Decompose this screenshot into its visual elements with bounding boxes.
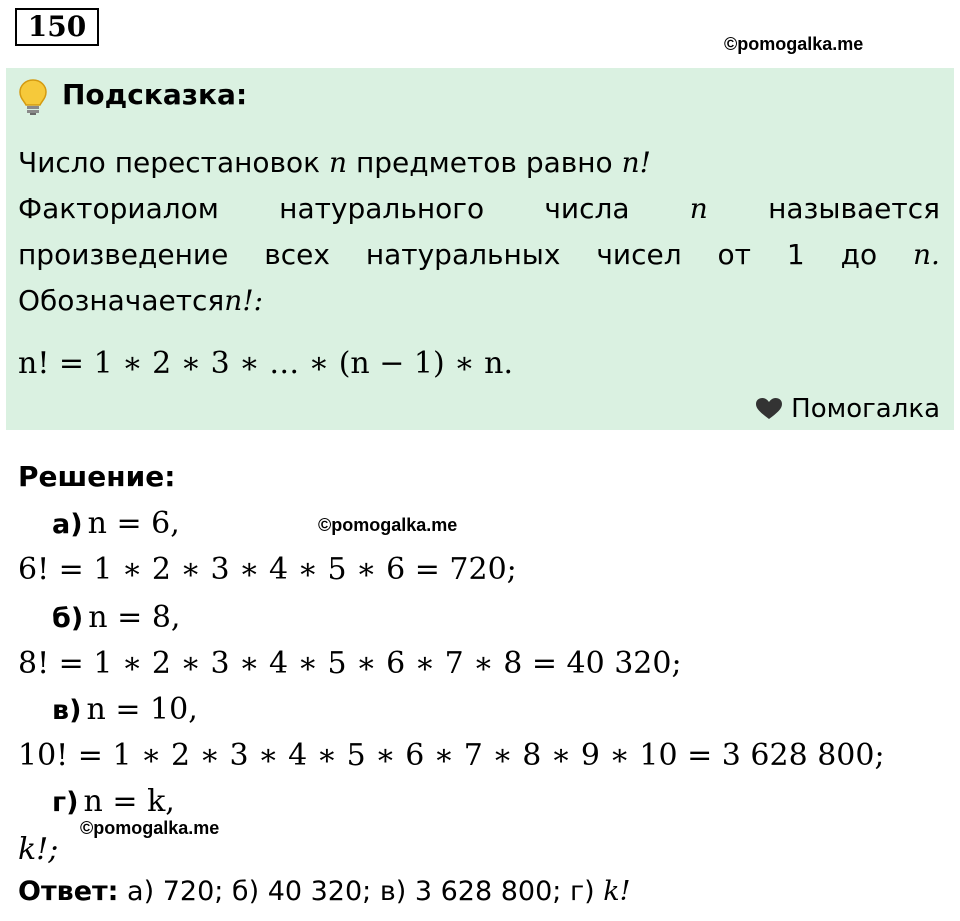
item-label: б) [52,603,84,634]
item-b-given [52,600,180,635]
hint-line-1-var: n [329,146,348,179]
hint-line-1-math: n! [621,146,651,179]
hint-line-4 [18,284,263,317]
brand-name: Помогалка [791,394,940,424]
item-c-given [52,692,198,727]
answer-text: а) 720; б) 40 320; в) 3 628 800; г) [127,876,595,907]
item-b-result: 8! = 1 ∗ 2 ∗ 3 ∗ 4 ∗ 5 ∗ 6 ∗ 7 ∗ 8 = 40 320; [18,646,682,681]
item-a-given [52,506,180,541]
hint-line-2 [18,192,940,225]
answer-math: k! [603,876,631,907]
item-d-result: k!; [18,832,59,867]
word: до [840,238,878,271]
item-label: а) [52,509,83,540]
word: n [689,192,708,225]
word: натуральных [365,238,561,271]
hint-line-3 [18,238,940,271]
hint-line-4-text: Обозначается [18,284,225,317]
solution-title: Решение: [18,460,176,493]
hint-formula: n! = 1 ∗ 2 ∗ 3 ∗ … ∗ (n − 1) ∗ n. [18,346,514,381]
word: произведение [18,238,229,271]
word: называется [768,192,940,225]
hint-box [6,68,954,430]
item-label: в) [52,695,82,726]
word: от [717,238,751,271]
answer-label: Ответ: [18,876,119,907]
problem-number: 150 [15,8,99,46]
heart-icon [755,397,783,421]
hint-line-1-text: Число перестановок [18,146,321,179]
word: числа [544,192,630,225]
word: натурального [279,192,485,225]
lightbulb-icon [18,78,48,116]
hint-line-1-text2: предметов равно [355,146,613,179]
word: всех [264,238,330,271]
word: 1 [786,238,805,271]
hint-line-1 [18,146,651,179]
item-given: n = 10, [86,692,198,727]
item-label: г) [52,787,79,818]
answer [18,876,631,907]
item-given: n = k, [83,784,175,819]
hint-title: Подсказка: [62,78,248,111]
item-c-result: 10! = 1 ∗ 2 ∗ 3 ∗ 4 ∗ 5 ∗ 6 ∗ 7 ∗ 8 ∗ 9 ∗ 10 = 3 628 800; [18,738,885,773]
word: Факториалом [18,192,219,225]
hint-line-4-math: n!: [224,284,263,317]
item-d-given [52,784,175,819]
word: n. [913,238,940,271]
item-a-result: 6! = 1 ∗ 2 ∗ 3 ∗ 4 ∗ 5 ∗ 6 = 720; [18,552,517,587]
item-given: n = 6, [87,506,180,541]
watermark-top: ©pomogalka.me [724,34,864,54]
brand [755,394,940,424]
watermark-bottom: ©pomogalka.me [80,818,220,838]
item-given: n = 8, [88,600,181,635]
word: чисел [596,238,682,271]
watermark-mid: ©pomogalka.me [318,515,458,535]
